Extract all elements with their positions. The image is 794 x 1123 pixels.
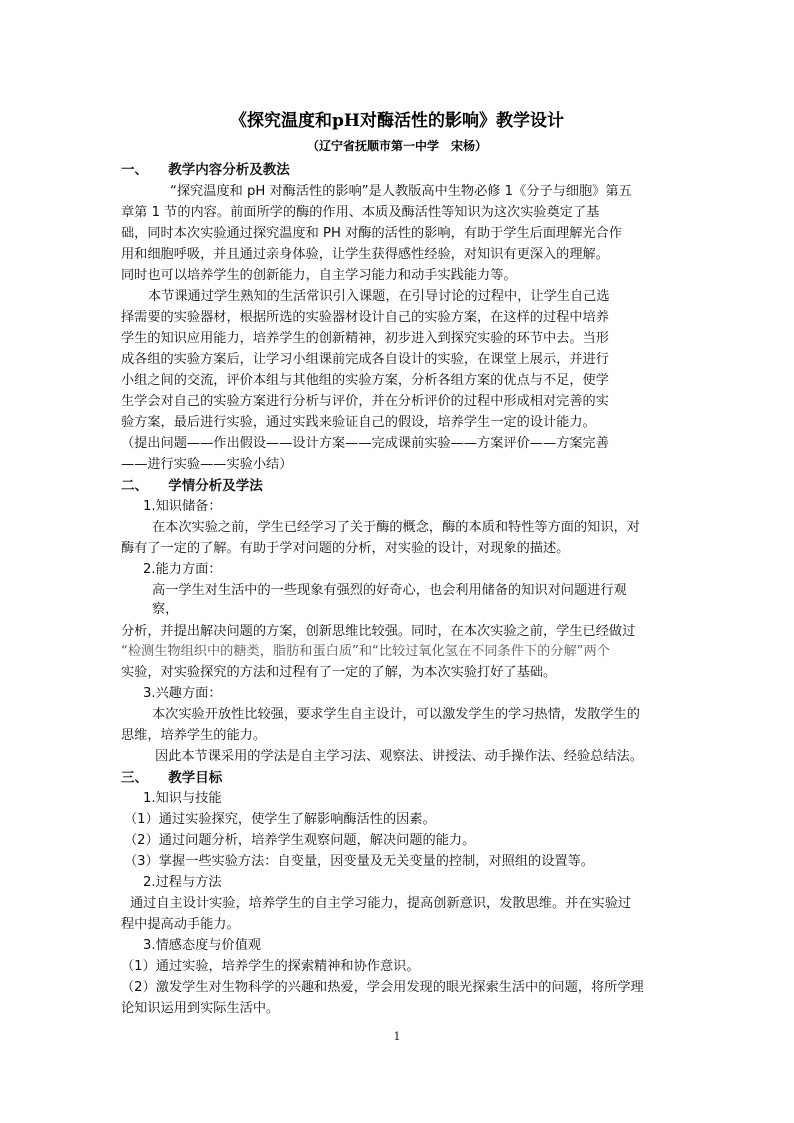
paragraph-line: ——进行实验——实验小结） bbox=[121, 457, 293, 472]
paragraph-line: 础，同时本次实验通过探究温度和 PH 对酶的活性的影响，有助于学生后面理解光合作 bbox=[121, 226, 622, 241]
section-heading-2: 二、 学情分析及学法 bbox=[121, 478, 263, 494]
paragraph-line: （提出问题——作出假设——设计方案——完成课前实验——方案评价——方案完善 bbox=[121, 436, 609, 451]
section-heading-3: 三、 教学目标 bbox=[121, 770, 223, 786]
paragraph-line: 酶有了一定的了解。有助于学对问题的分析，对实验的设计，对现象的描述。 bbox=[121, 541, 570, 556]
paragraph-line: 思维，培养学生的能力。 bbox=[121, 728, 267, 743]
paragraph-line: 本节课通过学生熟知的生活常识引入课题，在引导讨论的过程中，让学生自己选 bbox=[148, 289, 610, 304]
document-title: 《探究温度和pH对酶活性的影响》教学设计 bbox=[230, 111, 564, 131]
subheading: 3.情感态度与价值观 bbox=[143, 938, 262, 953]
list-item: （1）通过实验，培养学生的探索精神和协作意识。 bbox=[121, 959, 420, 974]
paragraph-line: 实验，对实验探究的方法和过程有了一定的了解，为本次实验打好了基础。 bbox=[121, 665, 557, 680]
paragraph-line: 成各组的实验方案后，让学习小组课前完成各自设计的实验，在课堂上展示，并进行 bbox=[121, 352, 609, 367]
paragraph-line: 择需要的实验器材，根据所选的实验器材设计自己的实验方案，在这样的过程中培养 bbox=[121, 310, 609, 325]
paragraph-line: 本次实验开放性比较强，要求学生自主设计，可以激发学生的学习热情，发散学生的 bbox=[152, 707, 640, 722]
author-line: （辽宁省抚顺市第一中学 宋杨） bbox=[306, 139, 487, 153]
paragraph-line: 学生的知识应用能力，培养学生的创新精神，初步进入到探究实验的环节中去。当形 bbox=[121, 331, 609, 346]
subheading: 2.能力方面： bbox=[143, 562, 222, 577]
paragraph-line: 用和细胞呼吸，并且通过亲身体验，让学生获得感性经验，对知识有更深入的理解。 bbox=[121, 247, 609, 262]
list-item: （3）掌握一些实验方法：自变量，因变量及无关变量的控制，对照组的设置等。 bbox=[124, 854, 594, 869]
subheading: 1.知识与技能 bbox=[143, 791, 222, 806]
subheading: 2.过程与方法 bbox=[143, 875, 222, 890]
paragraph-line: 论知识运用到实际生活中。 bbox=[121, 1001, 280, 1016]
subheading: 1.知识储备： bbox=[143, 499, 222, 514]
paragraph-line: 在本次实验之前，学生已经学习了关于酶的概念，酶的本质和特性等方面的知识，对 bbox=[152, 520, 640, 535]
paragraph-line: 察， bbox=[152, 602, 179, 617]
section-heading-1: 一、 教学内容分析及教法 bbox=[121, 162, 290, 178]
page-number: 1 bbox=[393, 1030, 401, 1043]
paragraph-line: 高一学生对生活中的一些现象有强烈的好奇心，也会利用储备的知识对问题进行观 bbox=[152, 583, 627, 598]
paragraph-line: 因此本节课采用的学法是自主学习法、观察法、讲授法、动手操作法、经验总结法。 bbox=[155, 749, 643, 764]
paragraph-line: “检测生物组织中的糖类，脂肪和蛋白质”和“比较过氧化氢在不同条件下的分解”两个 bbox=[121, 644, 610, 659]
subheading: 3.兴趣方面： bbox=[143, 686, 222, 701]
paragraph-line: 通过自主设计实验，培养学生的自主学习能力，提高创新意识，发散思维。并在实验过 bbox=[130, 896, 632, 911]
list-item: （2）通过问题分析，培养学生观察问题，解决问题的能力。 bbox=[124, 833, 476, 848]
paragraph-line: 章第 1 节的内容。前面所学的酶的作用、本质及酶活性等知识为这次实验奠定了基 bbox=[121, 205, 600, 220]
paragraph-line: 小组之间的交流，评价本组与其他组的实验方案，分析各组方案的优点与不足，使学 bbox=[121, 373, 609, 388]
paragraph-line: “探究温度和 pH 对酶活性的影响”是人教版高中生物必修 1《分子与细胞》第五 bbox=[170, 184, 632, 199]
paragraph-line: 生学会对自己的实验方案进行分析与评价，并在分析评价的过程中形成相对完善的实 bbox=[121, 394, 609, 409]
list-item: （1）通过实验探究，使学生了解影响酶活性的因素。 bbox=[124, 812, 436, 827]
paragraph-line: 同时也可以培养学生的创新能力，自主学习能力和动手实践能力等。 bbox=[121, 268, 517, 283]
paragraph-line: 验方案，最后进行实验，通过实践来验证自己的假设，培养学生一定的设计能力。 bbox=[121, 415, 596, 430]
paragraph-line: 分析，并提出解决问题的方案，创新思维比较强。同时，在本次实验之前，学生已经做过 bbox=[121, 624, 636, 639]
paragraph-line: 程中提高动手能力。 bbox=[121, 917, 240, 932]
list-item: （2）激发学生对生物科学的兴趣和热爱，学会用发现的眼光探索生活中的问题，将所学理 bbox=[121, 980, 644, 995]
